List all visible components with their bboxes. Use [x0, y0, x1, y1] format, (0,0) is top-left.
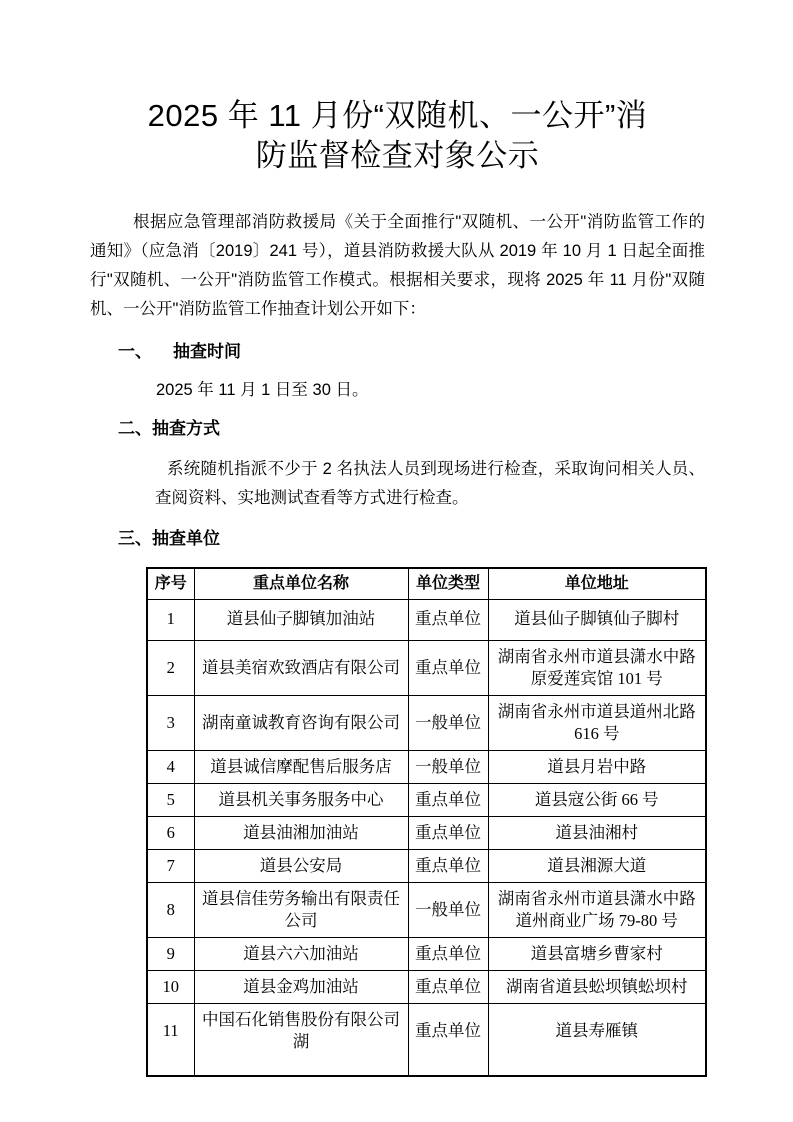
unit-address-cell: 道县寿雁镇	[488, 1004, 706, 1077]
unit-name-cell: 道县信佳劳务输出有限责任公司	[194, 883, 408, 938]
header-unit-address: 单位地址	[488, 568, 706, 600]
page-title	[90, 96, 705, 176]
section-inspection-units	[90, 527, 705, 551]
unit-address-cell: 道县富塘乡曹家村	[488, 938, 706, 971]
serial-cell: 8	[147, 883, 194, 938]
section-2-heading	[90, 417, 705, 441]
header-serial-number: 序号	[147, 568, 194, 600]
section-2-content: 系统随机指派不少于 2 名执法人员到现场进行检查，采取询问相关人员、查阅资料、实地测试查看等方式进行检查。	[155, 460, 705, 507]
unit-name-cell: 湖南童诚教育咨询有限公司	[194, 696, 408, 751]
section-1-title: 抽查时间	[173, 342, 241, 361]
unit-name-cell: 中国石化销售股份有限公司湖	[194, 1004, 408, 1077]
unit-type-cell: 重点单位	[408, 784, 488, 817]
section-3-heading	[90, 527, 705, 551]
header-unit-type: 单位类型	[408, 568, 488, 600]
unit-address-cell: 道县月岩中路	[488, 751, 706, 784]
serial-cell: 3	[147, 696, 194, 751]
unit-type-cell: 重点单位	[408, 641, 488, 696]
unit-address-cell: 湖南省永州市道县道州北路 616 号	[488, 696, 706, 751]
section-1-number: 一、	[118, 342, 152, 361]
serial-cell: 7	[147, 850, 194, 883]
section-inspection-method	[90, 417, 705, 513]
header-unit-name: 重点单位名称	[194, 568, 408, 600]
page-title-line-1: 2025 年 11 月份“双随机、一公开”消	[147, 98, 648, 133]
intro-paragraph: 根据应急管理部消防救援局《关于全面推行"双随机、一公开"消防监管工作的通知》（应急消〔2019〕241 号），道县消防救援大队从 2019 年 10 月 1 日起全面推行"双随机、一公开"消防监管工作模式。根据相关要求，现将 2025 年 11 月份"双随机、一公开"消防监管工作抽查计划公开如下：	[90, 213, 705, 318]
unit-name-cell: 道县仙子脚镇加油站	[194, 600, 408, 641]
table-row	[147, 696, 706, 751]
section-1-content: 2025 年 11 月 1 日至 30 日。	[156, 381, 369, 399]
unit-name-cell: 道县公安局	[194, 850, 408, 883]
unit-type-cell: 重点单位	[408, 817, 488, 850]
table-row	[147, 1004, 706, 1077]
page-title-line-2: 防监督检查对象公示	[255, 138, 540, 173]
section-1-heading	[90, 340, 705, 364]
table-row	[147, 817, 706, 850]
unit-address-cell: 道县油湘村	[488, 817, 706, 850]
unit-type-cell: 重点单位	[408, 1004, 488, 1077]
unit-type-cell: 一般单位	[408, 751, 488, 784]
serial-cell: 4	[147, 751, 194, 784]
table-row	[147, 938, 706, 971]
unit-type-cell: 重点单位	[408, 938, 488, 971]
table-row	[147, 751, 706, 784]
inspection-units-table	[146, 567, 707, 1077]
table-row	[147, 971, 706, 1004]
serial-cell: 11	[147, 1004, 194, 1077]
table-row	[147, 641, 706, 696]
unit-name-cell: 道县美宿欢致酒店有限公司	[194, 641, 408, 696]
unit-address-cell: 湖南省永州市道县潇水中路道州商业广场 79-80 号	[488, 883, 706, 938]
unit-address-cell: 湖南省永州市道县潇水中路原爱莲宾馆 101 号	[488, 641, 706, 696]
unit-name-cell: 道县六六加油站	[194, 938, 408, 971]
section-3-title: 抽查单位	[152, 529, 220, 548]
section-inspection-time	[90, 340, 705, 405]
unit-type-cell: 一般单位	[408, 883, 488, 938]
serial-cell: 2	[147, 641, 194, 696]
serial-cell: 5	[147, 784, 194, 817]
unit-name-cell: 道县诚信摩配售后服务店	[194, 751, 408, 784]
table-row	[147, 850, 706, 883]
table-row	[147, 600, 706, 641]
table-header-row	[147, 568, 706, 600]
table-row	[147, 784, 706, 817]
table-row	[147, 883, 706, 938]
serial-cell: 6	[147, 817, 194, 850]
section-3-number: 三、	[118, 529, 152, 548]
section-2-number: 二、	[118, 419, 152, 438]
unit-address-cell: 道县仙子脚镇仙子脚村	[488, 600, 706, 641]
unit-type-cell: 重点单位	[408, 850, 488, 883]
unit-type-cell: 一般单位	[408, 696, 488, 751]
unit-name-cell: 道县机关事务服务中心	[194, 784, 408, 817]
serial-cell: 10	[147, 971, 194, 1004]
unit-address-cell: 道县寇公街 66 号	[488, 784, 706, 817]
unit-type-cell: 重点单位	[408, 971, 488, 1004]
unit-type-cell: 重点单位	[408, 600, 488, 641]
serial-cell: 1	[147, 600, 194, 641]
section-2-title: 抽查方式	[152, 419, 220, 438]
serial-cell: 9	[147, 938, 194, 971]
unit-address-cell: 道县湘源大道	[488, 850, 706, 883]
unit-address-cell: 湖南省道县蚣坝镇蚣坝村	[488, 971, 706, 1004]
unit-name-cell: 道县金鸡加油站	[194, 971, 408, 1004]
unit-name-cell: 道县油湘加油站	[194, 817, 408, 850]
